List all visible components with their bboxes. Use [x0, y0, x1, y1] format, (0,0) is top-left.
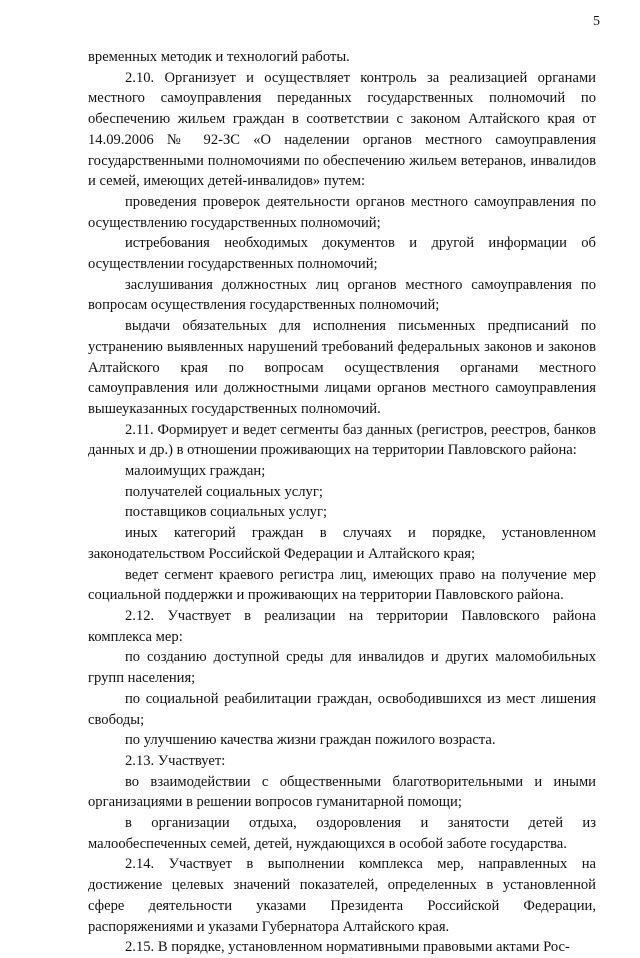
list-item-hearing: заслушивания должностных лиц органов местного самоуправления по вопросам осуществления государственных полномочий; [88, 276, 596, 314]
paragraph-continuation: временных методик и технологий работы. [88, 49, 350, 65]
list-item-elderly: по улучшению качества жизни граждан пожилого возраста. [125, 732, 496, 749]
list-item-service-recipients: получателей социальных услуг; [125, 483, 323, 500]
list-item-accessible-environment: по созданию доступной среды для инвалидов и других маломобильных групп населения; [88, 649, 596, 687]
page-number: 5 [593, 14, 600, 29]
list-item-low-income: малоимущих граждан; [125, 463, 266, 480]
list-item-humanitarian: во взаимодействии с общественными благотворительными и иными организациями в решении вопросов гуманитарной помощи; [88, 773, 596, 811]
list-item-rehabilitation: по социальной реабилитации граждан, освободившихся из мест лишения свободы; [88, 690, 596, 728]
list-item-inspections: проведения проверок деятельности органов местного самоуправления по осуществлению государственных полномочий; [88, 193, 596, 231]
list-item-other-categories: иных категорий граждан в случаях и порядке, установленном законодательством Российской Федерации и Алтайского края; [88, 525, 596, 562]
paragraph-2-11: 2.11. Формирует и ведет сегменты баз данных (регистров, реестров, банков данных и др.) в отношении проживающих на территории Павловского района: [88, 421, 596, 459]
list-item-orders: выдачи обязательных для исполнения письменных предписаний по устранению выявленных нарушений требований федеральных законов и законов Алтайского края по вопросам осуществления органами местного самоуправления или должностными лицами органов местного самоуправления вышеуказанных государственных полномочий. [88, 318, 596, 417]
paragraph-2-10: 2.10. Организует и осуществляет контроль за реализацией органами местного самоуправления переданных государственных полномочий по обеспечению жильем граждан в соответствии с законом Алтайского края от 14.09.2006 № 92-ЗС «О наделении органов местного самоуправления государственными полномочиями по обеспечению жильем ветеранов, инвалидов и семей, имеющих детей-инвалидов» путем: [88, 69, 596, 190]
list-item-documents: истребования необходимых документов и другой информации об осуществлении государственных полномочий; [88, 235, 596, 273]
document-body [88, 47, 596, 958]
list-item-children-rest: в организации отдыха, оздоровления и занятости детей из малообеспеченных семей, детей, нуждающихся в особой заботе государства. [88, 815, 596, 852]
list-item-regional-register: ведет сегмент краевого регистра лиц, имеющих право на получение мер социальной поддержки и проживающих на территории Павловского района. [88, 566, 596, 604]
list-item-service-providers: поставщиков социальных услуг; [125, 504, 327, 521]
paragraph-2-15: 2.15. В порядке, установленном нормативными правовыми актами Рос- [125, 939, 570, 956]
paragraph-2-13: 2.13. Участвует: [125, 752, 226, 769]
paragraph-2-12: 2.12. Участвует в реализации на территории Павловского района комплекса мер: [88, 607, 596, 645]
paragraph-2-14: 2.14. Участвует в выполнении комплекса мер, направленных на достижение целевых значений показателей, определенных в установленной сфере деятельности указами Президента Российской Федерации, распоряжениями и указами Губернатора Алтайского края. [88, 856, 596, 935]
